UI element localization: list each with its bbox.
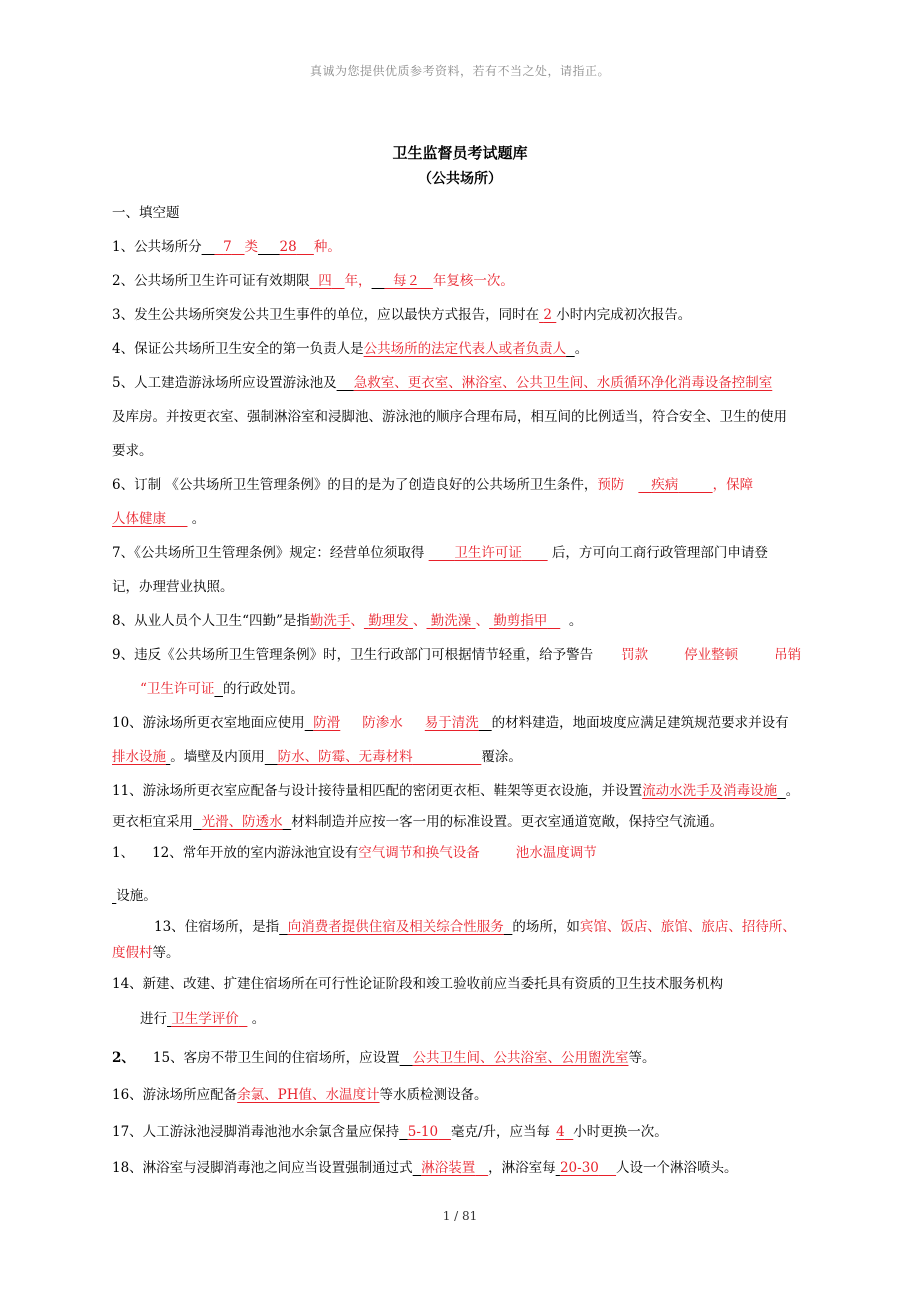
question-4: 4、保证公共场所卫生安全的第一负责人是公共场所的法定代表人或者负责人 。 (112, 341, 589, 357)
q17-answer-1: 5-10 (407, 1124, 439, 1140)
q8-answer-3: 勤洗澡 (430, 613, 472, 629)
q2-answer-unit-2: 年复核一次。 (432, 273, 514, 289)
question-5 (112, 366, 814, 400)
question-3 (112, 298, 814, 332)
question-2 (112, 264, 814, 298)
q12-answer-1: 空气调节和换气设备 (358, 845, 480, 861)
q7-answer: 卫生许可证 (454, 545, 522, 561)
q10-answer-2: 防渗水 (362, 715, 403, 731)
q9-text: 9、违反《公共场所卫生管理条例》时，卫生行政部门可根据情节轻重，给予警告 (112, 647, 594, 663)
q2-answer-2: 每２ (393, 273, 421, 289)
q9-answer-2: 停业整顿 (684, 647, 739, 663)
q1-answer-unit-2: 种。 (313, 239, 341, 255)
q6-answer-4: 人体健康 (112, 511, 166, 527)
q18-answer-1: 淋浴装置 (421, 1160, 476, 1176)
q13-answer-2: 宾馆、饭店、旅馆、旅店、招待所、 (579, 919, 796, 935)
q18-answer-2: 20-30 (559, 1160, 599, 1176)
question-13: 13、住宿场所，是指 向消费者提供住宿及相关综合性服务 的场所，如宾馆、饭店、旅馆、旅店、招待所、 (154, 919, 796, 935)
q1-answer-2: 28 (279, 239, 297, 255)
q12-number: 1、 (112, 845, 135, 861)
question-11-cont: 更衣柜宜采用 光滑、防透水 材料制造并应按一客一用的标准设置。更衣室通道宽敞，保持空气流通。 (112, 814, 724, 830)
q6-text: 6、订制 《公共场所卫生管理条例》的目的是为了创造良好的公共场所卫生条件， (112, 477, 598, 493)
q4-text: 4、保证公共场所卫生安全的第一负责人是 (112, 341, 364, 357)
question-6-cont: 人体健康 。 (112, 511, 206, 527)
question-5-end: 要求。 (112, 443, 153, 459)
question-12-cont: 设施。 (116, 888, 157, 904)
q5-text: 5、人工建造游泳场所应设置游泳池及 (112, 375, 337, 391)
question-17: 17、人工游泳池浸脚消毒池池水余氯含量应保持 5-10 毫克/升，应当每 4 小时更换一次。 (112, 1124, 668, 1140)
q2-answer-unit-1: 年， (344, 273, 372, 289)
q3-text-end: 小时内完成初次报告。 (556, 307, 692, 323)
question-1 (112, 230, 814, 264)
q10-text: 10、游泳场所更衣室地面应使用 (112, 715, 305, 731)
question-12: 1、 12、常年开放的室内游泳池宜设有空气调节和换气设备 池水温度调节 (112, 845, 597, 861)
q15-answer: 公共卫生间、公共浴室、公用盥洗室 (412, 1050, 629, 1066)
q10-answer-5: 防水、防霉、无毒材料 (277, 749, 413, 765)
q8-answer-2: 勤理发 (368, 613, 409, 629)
page-number: 1 / 81 (442, 1209, 478, 1223)
q1-answer-1: 7 (223, 239, 232, 255)
q17-answer-2: 4 (556, 1124, 565, 1140)
q3-text: 3、发生公共场所突发公共卫生事件的单位，应以最快方式报告，同时在 (112, 307, 540, 323)
q13-answer-3: 度假村 (112, 945, 153, 961)
question-18: 18、淋浴室与浸脚消毒池之间应当设置强制通过式 淋浴装置 ，淋浴室每 20-30 人设一个淋浴喷头。 (112, 1160, 738, 1176)
question-7-cont: 记，办理营业执照。 (112, 579, 234, 595)
q8-text: 8、从业人员个人卫生“四勤”是指 (112, 613, 310, 629)
question-11: 11、游泳场所更衣室应配备与设计接待量相匹配的密闭更衣柜、鞋架等更衣设施，并设置流动水洗手及消毒设施 。 (112, 783, 800, 799)
question-14-cont: 进行 卫生学评价 。 (140, 1011, 266, 1027)
q11-answer-1: 流动水洗手及消毒设施 (642, 783, 778, 799)
q7-text: 7、《公共场所卫生管理条例》规定：经营单位须取得 (112, 545, 425, 561)
question-15: 2、 15、客房不带卫生间的住宿场所，应设置 公共卫生间、公共浴室、公用盥洗室等。 (112, 1050, 656, 1066)
q5-answer: 急救室、更衣室、淋浴室、公共卫生间、水质循环净化消毒设备控制室 (353, 375, 773, 391)
question-9-cont: “卫生许可证 的行政处罚。 (140, 681, 304, 697)
question-10-cont: 排水设施 。墙壁及内顶用 防水、防霉、无毒材料 覆涂。 (112, 749, 522, 765)
q2-answer-1: 四 (318, 273, 332, 289)
question-14: 14、新建、改建、扩建住宿场所在可行性论证阶段和竣工验收前应当委托具有资质的卫生技术服务机构 (112, 976, 724, 992)
q13-answer-1: 向消费者提供住宿及相关综合性服务 (287, 919, 504, 935)
question-5-cont: 及库房。并按更衣室、强制淋浴室和浸脚池、游泳池的顺序合理布局，相互间的比例适当，符合安全、卫生的使用 (112, 409, 787, 425)
question-7: 7、《公共场所卫生管理条例》规定：经营单位须取得 卫生许可证 后，方可向工商行政管理部门申请登 (112, 545, 768, 561)
q12-answer-2: 池水温度调节 (515, 845, 597, 861)
q1-answer-unit-1: 类 (244, 239, 259, 255)
q11-answer-2: 光滑、防透水 (201, 814, 283, 830)
question-13-cont: 度假村等。 (112, 945, 180, 961)
question-10: 10、游泳场所更衣室地面应使用 防滑 防渗水 易于清洗 的材料建造，地面坡度应满足建筑规范要求并设有 (112, 715, 789, 731)
q4-answer: 公共场所的法定代表人或者负责人 (363, 341, 567, 357)
q16-answer: 余氯、PH值、水温度计 (237, 1087, 380, 1103)
question-6 (112, 468, 814, 502)
question-16: 16、游泳场所应配备余氯、PH值、水温度计等水质检测设备。 (112, 1087, 488, 1103)
q9-answer-1: 罚款 (621, 647, 649, 663)
q6-answer-1: 预防 (597, 477, 625, 493)
q9-answer-4: “卫生许可证 (140, 681, 215, 697)
question-list (112, 196, 814, 1182)
q6-answer-3: ，保障 (712, 477, 754, 493)
watermark: 真诚为您提供优质参考资料，若有不当之处，请指正。 (309, 64, 610, 78)
q8-answer-1: 勤洗手 (309, 613, 351, 629)
q1-text: 1、公共场所分 (112, 239, 202, 255)
q11-text: 11、游泳场所更衣室应配备与设计接待量相匹配的密闭更衣柜、鞋架等更衣设施，并设置 (112, 783, 643, 799)
q10-answer-4: 排水设施 (112, 749, 166, 765)
page-subtitle: （公共场所） (418, 171, 502, 187)
q10-answer-1: 防滑 (313, 715, 341, 731)
q3-answer: 2 (543, 307, 552, 323)
q14-answer: 卫生学评价 (171, 1011, 239, 1027)
question-8: 8、从业人员个人卫生“四勤”是指勤洗手、 勤理发 、 勤洗澡 、 勤剪指甲 。 (112, 613, 583, 629)
page-title: 卫生监督员考试题库 (392, 144, 528, 162)
question-9 (112, 638, 814, 672)
q10-answer-3: 易于清洗 (424, 715, 479, 731)
q6-answer-2: 疾病 (651, 477, 679, 493)
q8-answer-4: 勤剪指甲 (493, 613, 548, 629)
q2-text: 2、公共场所卫生许可证有效期限 (112, 273, 310, 289)
q9-answer-3: 吊销 (774, 647, 802, 663)
section-heading: 一、填空题 (112, 205, 180, 221)
